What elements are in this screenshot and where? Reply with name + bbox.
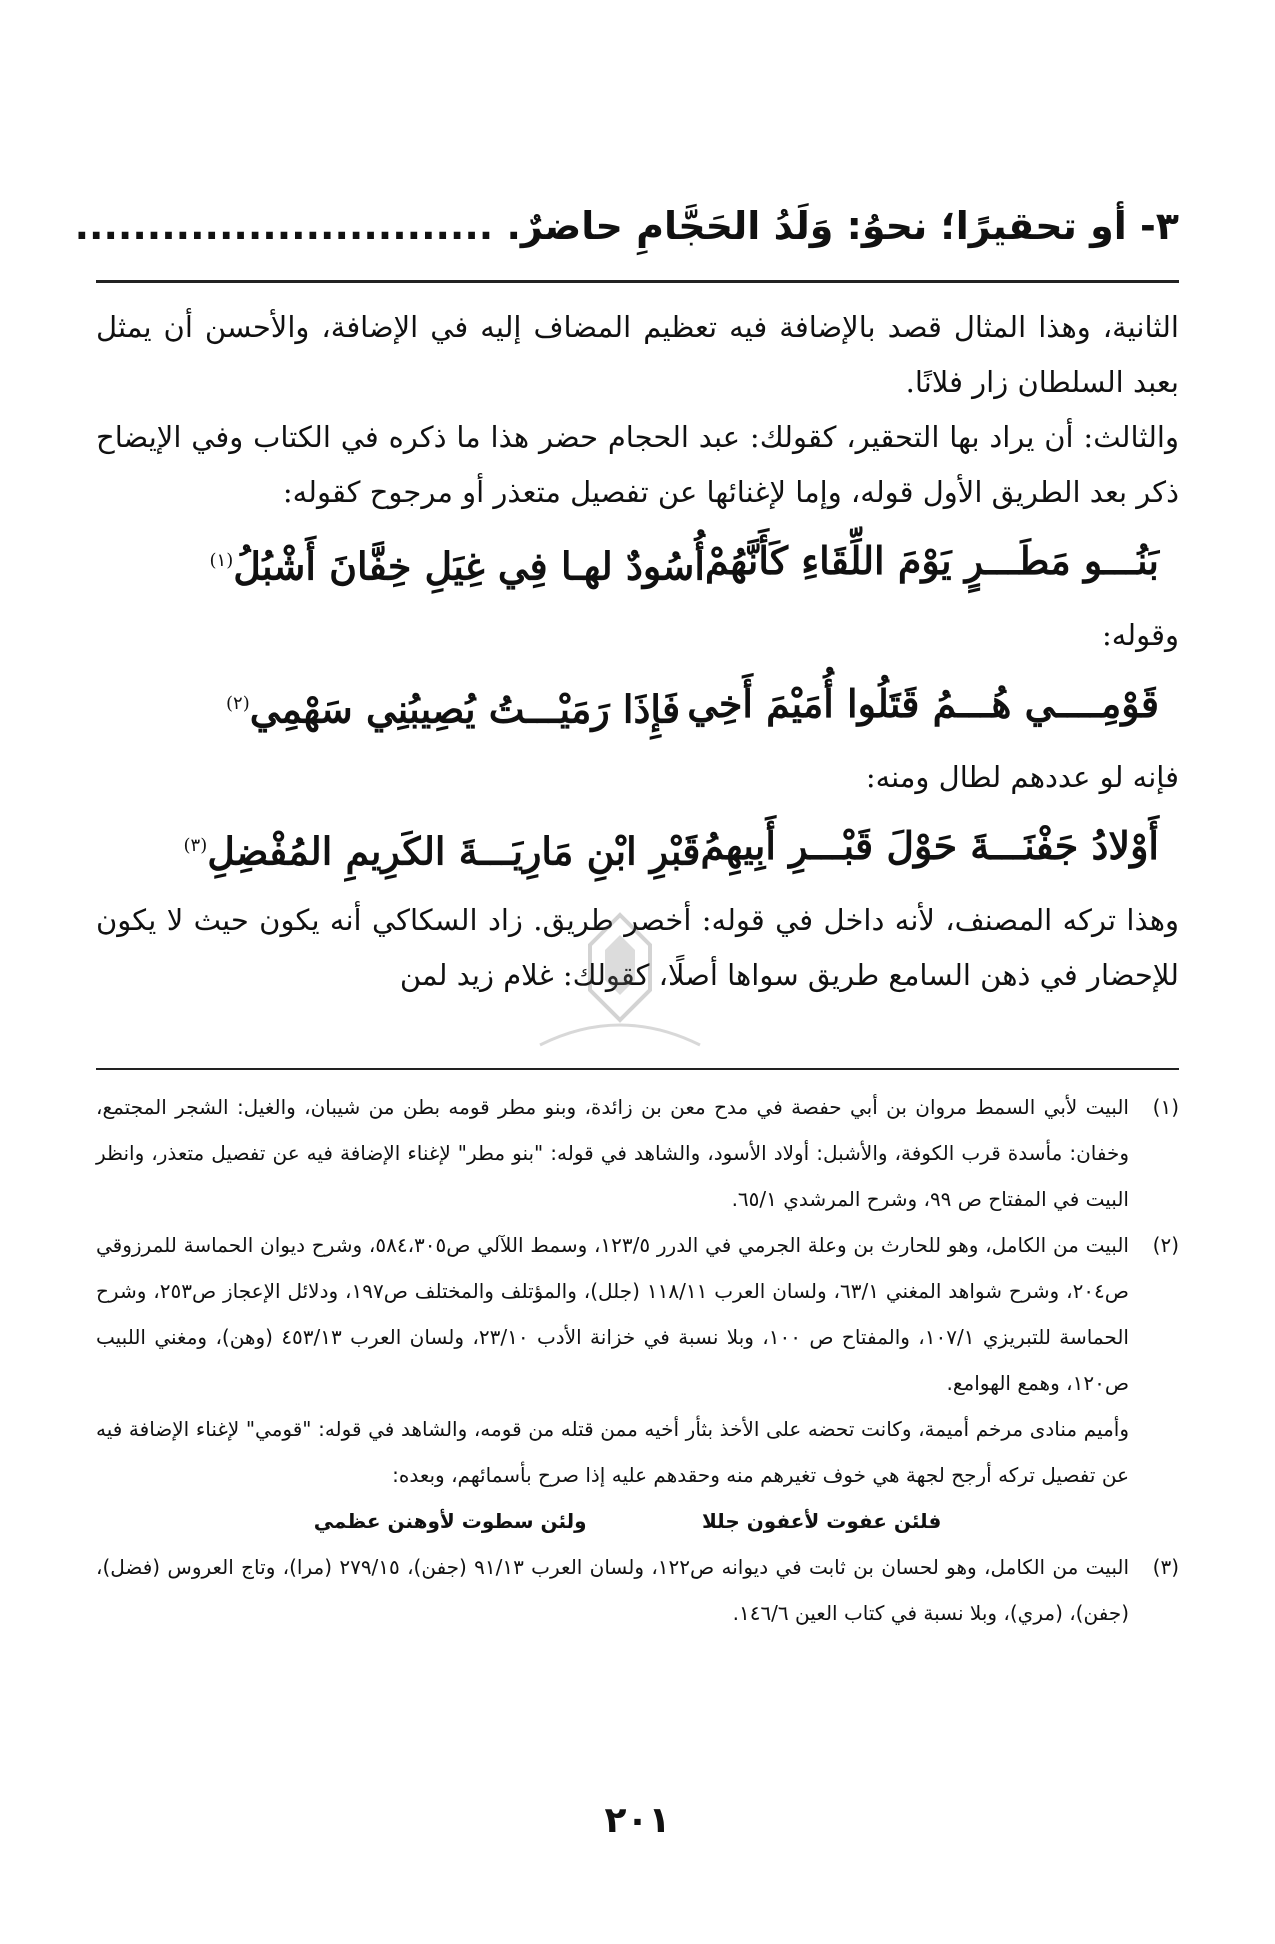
page-number: ٢٠١ bbox=[604, 1800, 671, 1841]
paragraph-2: والثالث: أن يراد بها التحقير، كقولك: عبد الحجام حضر هذا ما ذكره في الكتاب وفي الإيضاح ذكر بعد الطريق الأول قوله، وإما لإغنائها عن تفصيل متعذر أو مرجوح كقوله: bbox=[96, 420, 1179, 509]
footnote-ref-1: (١) bbox=[209, 550, 234, 571]
footnote-2-number: (٢) bbox=[1152, 1233, 1179, 1257]
verse-1-first-hemistich: بَنُـــو مَطَـــرٍ يَوْمَ اللِّقَاءِ كَأَنَّهُمْ bbox=[704, 538, 1159, 583]
footnote-2-text: البيت من الكامل، وهو للحارث بن وعلة الجرمي في الدرر ١٢٣/٥، وسمط اللآلي ص٥٨٤،٣٠٥، وشرح ديوان الحماسة للمرزوقي ص٢٠٤، وشرح شواهد المغني ٦٣/١، ولسان العرب ١١٨/١١ (جلل)، والمؤتلف والمختلف ص١٩٧، ودلائل الإعجاز ص٢٥٣، وشرح الحماسة للتبريزي ١٠٧/١، والمفتاح ص ١٠٠، وبلا نسبة في خزانة الأدب ٢٣/١٠، ولسان العرب ٤٥٣/١٣ (وهن)، ومغني اللبيب ص١٢٠، وهمع الهوامع. bbox=[96, 1233, 1129, 1395]
footnote-3-text: البيت من الكامل، وهو لحسان بن ثابت في ديوانه ص١٢٢، ولسان العرب ٩١/١٣ (جفن)، ٢٧٩/١٥ (مرا)، وتاج العروس (فضل)، (جفن)، (مري)، وبلا نسبة في كتاب العين ١٤٦/٦. bbox=[96, 1555, 1130, 1625]
library-stamp-watermark bbox=[520, 905, 720, 1055]
footnote-ref-2: (٢) bbox=[226, 692, 250, 714]
verse-3-second-text: قَبْرِ ابْنِ مَارِيَـــةَ الكَرِيمِ المُفْضِلِ bbox=[207, 828, 701, 874]
paragraph-3: وقوله: bbox=[1101, 617, 1179, 652]
footnote-ref-3: (٣) bbox=[183, 835, 208, 857]
verse-1 bbox=[96, 520, 1179, 608]
footnote-2-continuation: وأميم منادى مرخم أميمة، وكانت تحضه على الأخذ بثأر أخيه ممن قتله من قومه، والشاهد في قوله: "قومي" لإغناء الإضافة فيه عن تفصيل تركه أرجح لجهة هي خوف تغيرهم منه وحقدهم عليه إذا صرح بأسمائهم، وبعده: bbox=[96, 1417, 1129, 1487]
heading-underline bbox=[96, 280, 1179, 283]
footnote-2 bbox=[96, 1222, 1179, 1406]
verse-1-second-text: أُسُودٌ لهـا فِي غِيَلِ خِفَّانَ أَشْبُلُ bbox=[233, 543, 705, 589]
footnote-1-number: (١) bbox=[1152, 1095, 1179, 1119]
footnote-1-text: البيت لأبي السمط مروان بن أبي حفصة في مدح معن بن زائدة، وبنو مطر قومه بطن من شيبان، والغيل: الشجر المجتمع، وخفان: مأسدة قرب الكوفة، والأشبل: أولاد الأسود، والشاهد في قوله: "بنو مطر" لإغناء الإضافة فيه عن تفصيل متعذر، وانظر البيت في المفتاح ص ٩٩، وشرح المرشدي ٦٥/١. bbox=[96, 1095, 1129, 1211]
verse-2 bbox=[96, 663, 1179, 751]
footnotes-section bbox=[96, 1084, 1179, 1636]
verse-3 bbox=[96, 805, 1179, 893]
paragraph-4: فإنه لو عددهم لطال ومنه: bbox=[865, 760, 1179, 795]
verse-3-second-hemistich bbox=[184, 805, 701, 893]
footnote-3-number: (٣) bbox=[1152, 1555, 1179, 1579]
verse-2-second-text: فَإِذَا رَمَيْـــتُ يُصِيبُنِي سَهْمِي bbox=[249, 686, 681, 732]
paragraph-5: وهذا تركه المصنف، لأنه داخل في قوله: أخصر طريق. زاد السكاكي أنه يكون حيث لا يكون للإحضار في ذهن السامع طريق سواها أصلًا، كقولك: غلام زيد لمن bbox=[96, 902, 1179, 992]
verse-1-second-hemistich bbox=[210, 520, 705, 608]
footnote-2-verse bbox=[96, 1498, 1179, 1544]
paragraph-1: الثانية، وهذا المثال قصد بالإضافة فيه تعظيم المضاف إليه في الإضافة، والأحسن أن يمثل بعبد السلطان زار فلانًا. bbox=[96, 310, 1179, 399]
main-text bbox=[96, 300, 1179, 1003]
section-heading: ٣- أو تحقيرًا؛ نحوُ: وَلَدُ الحَجَّامِ حاضرٌ. ............................. bbox=[74, 204, 1179, 248]
verse-3-first-hemistich: أَوْلادُ جَفْنَـــةَ حَوْلَ قَبْـــرِ أَبِيهِمُ bbox=[700, 823, 1159, 869]
footnote-2-verse-first: فلئن عفوت لأعفون جللا bbox=[701, 1509, 942, 1533]
verse-2-first-hemistich: قَوْمِــــي هُـــمُ قَتَلُوا أُمَيْمَ أَخِي bbox=[687, 680, 1159, 726]
footnote-2-verse-second: ولئن سطوت لأوهنن عظمي bbox=[313, 1509, 587, 1533]
footnote-1 bbox=[96, 1084, 1179, 1222]
footnote-separator bbox=[96, 1068, 1179, 1070]
footnote-3 bbox=[96, 1544, 1179, 1636]
verse-2-second-hemistich bbox=[226, 663, 680, 751]
